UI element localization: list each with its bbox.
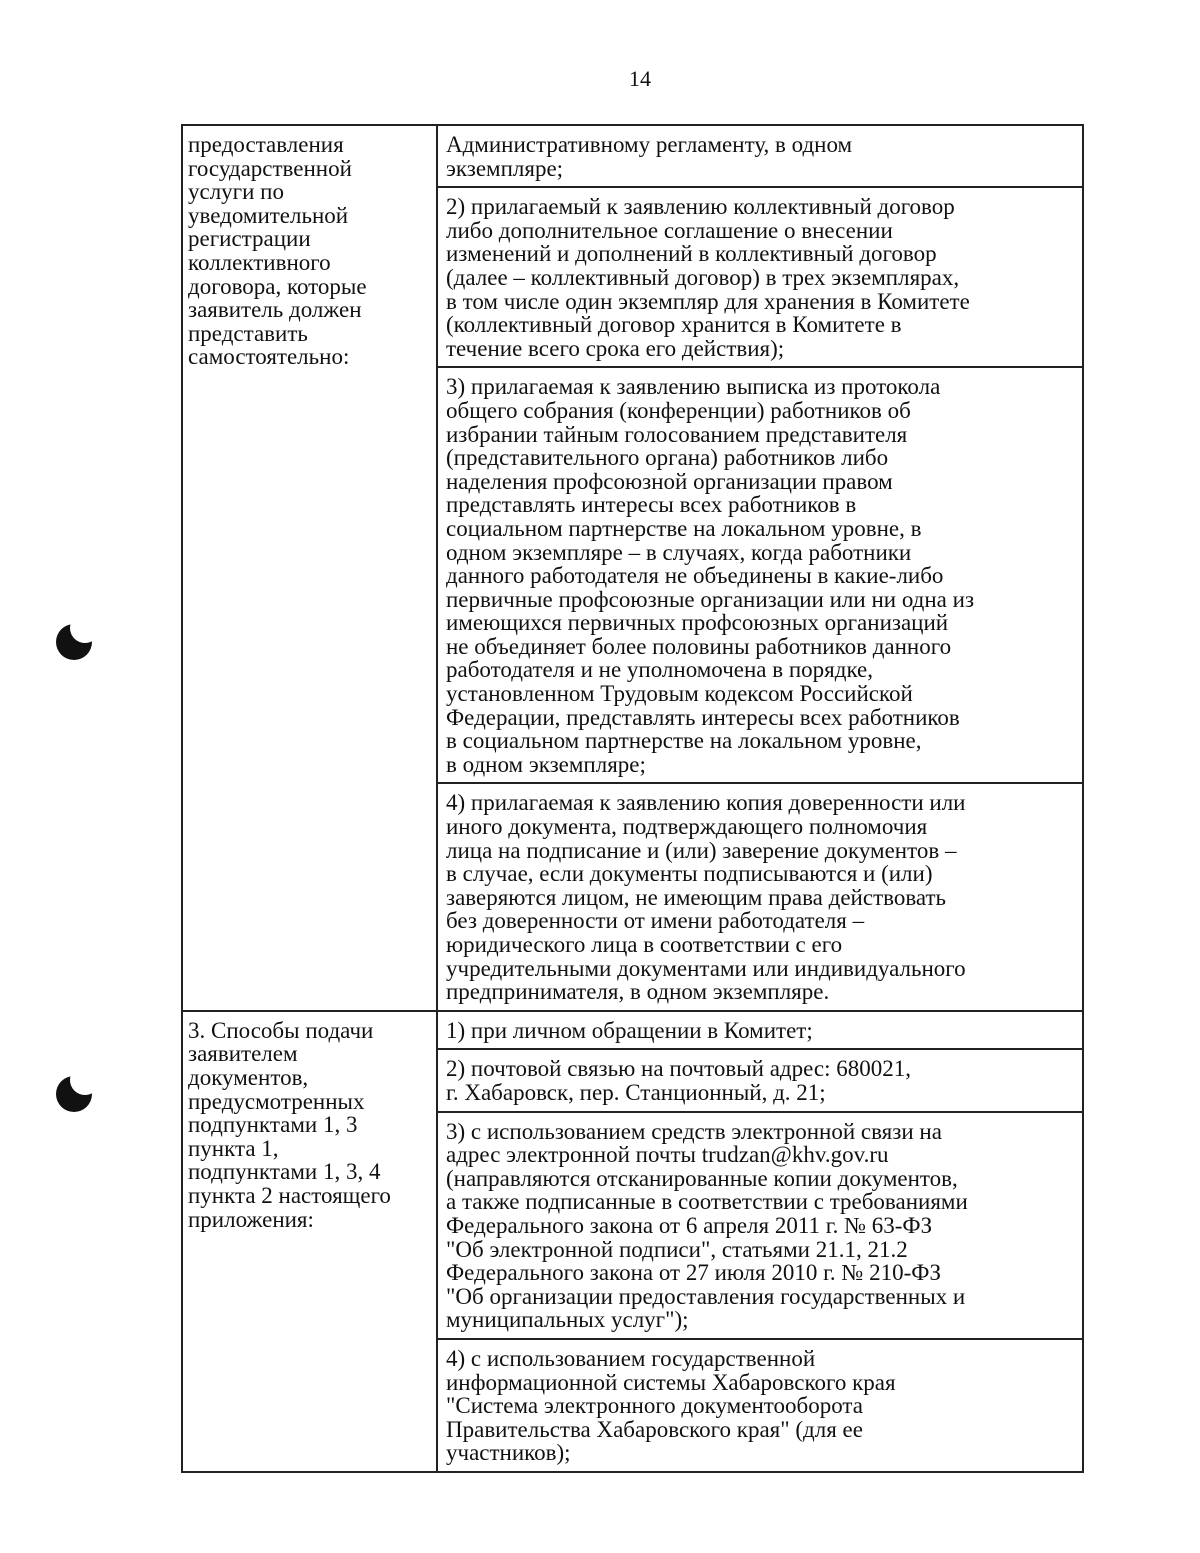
- punch-hole-mark: [56, 1076, 92, 1112]
- row-label-cell: 3. Способы подачи заявителем документов, предусмотренных подпунктами 1, 3 пункта 1, подпунктами 1, 3, 4 пункта 2 настоящего приложения:: [182, 1011, 437, 1472]
- page-number: 14: [629, 66, 651, 91]
- content-cell: 2) прилагаемый к заявлению коллективный договор либо дополнительное соглашение о внесении изменений и дополнений в коллективный договор (далее – коллективный договор) в трех экземплярах, в том числе один экземпляр для хранения в Комитете (коллективный договор хранится в Комитете в течение всего срока его действия);: [437, 187, 1083, 367]
- table-row: [182, 125, 1083, 187]
- content-cell: 1) при личном обращении в Комитет;: [437, 1011, 1083, 1050]
- content-cell: 3) прилагаемая к заявлению выписка из протокола общего собрания (конференции) работников об избрании тайным голосованием представителя (представительного органа) работников либо наделения профсоюзной организации правом представлять интересы всех работников в социальном партнерстве на локальном уровне, в одном экземпляре – в случаях, когда работники данного работодателя не объединены в какие-либо первичные профсоюзные организации или ни одна из имеющихся первичных профсоюзных организаций не объединяет более половины работников данного работодателя и не уполномочена в порядке, установленном Трудовым кодексом Российской Федерации, представлять интересы всех работников в социальном партнерстве на локальном уровне, в одном экземпляре;: [437, 367, 1083, 783]
- punch-hole-mark: [56, 624, 92, 660]
- content-cell: 4) с использованием государственной информационной системы Хабаровского края "Система электронного документооборота Правительства Хабаровского края" (для ее участников);: [437, 1339, 1083, 1472]
- row-label-cell: предоставления государственной услуги по уведомительной регистрации коллективного договора, которые заявитель должен представить самостоятельно:: [182, 125, 437, 1011]
- document-table: [181, 124, 1084, 1473]
- content-cell: 2) почтовой связью на почтовый адрес: 680021, г. Хабаровск, пер. Станционный, д. 21;: [437, 1049, 1083, 1111]
- content-cell: Административному регламенту, в одном экземпляре;: [437, 125, 1083, 187]
- content-cell: 4) прилагаемая к заявлению копия доверенности или иного документа, подтверждающего полномочия лица на подписание и (или) заверение документов – в случае, если документы подписываются и (или) заверяются лицом, не имеющим права действовать без доверенности от имени работодателя – юридического лица в соответствии с его учредительными документами или индивидуального предпринимателя, в одном экземпляре.: [437, 783, 1083, 1010]
- content-cell: 3) с использованием средств электронной связи на адрес электронной почты trudzan@khv.gov.ru (направляются отсканированные копии документов, а также подписанные в соответствии с требованиями Федерального закона от 6 апреля 2011 г. № 63-ФЗ "Об электронной подписи", статьями 21.1, 21.2 Федерального закона от 27 июля 2010 г. № 210-ФЗ "Об организации предоставления государственных и муниципальных услуг");: [437, 1112, 1083, 1339]
- table-row: [182, 1011, 1083, 1050]
